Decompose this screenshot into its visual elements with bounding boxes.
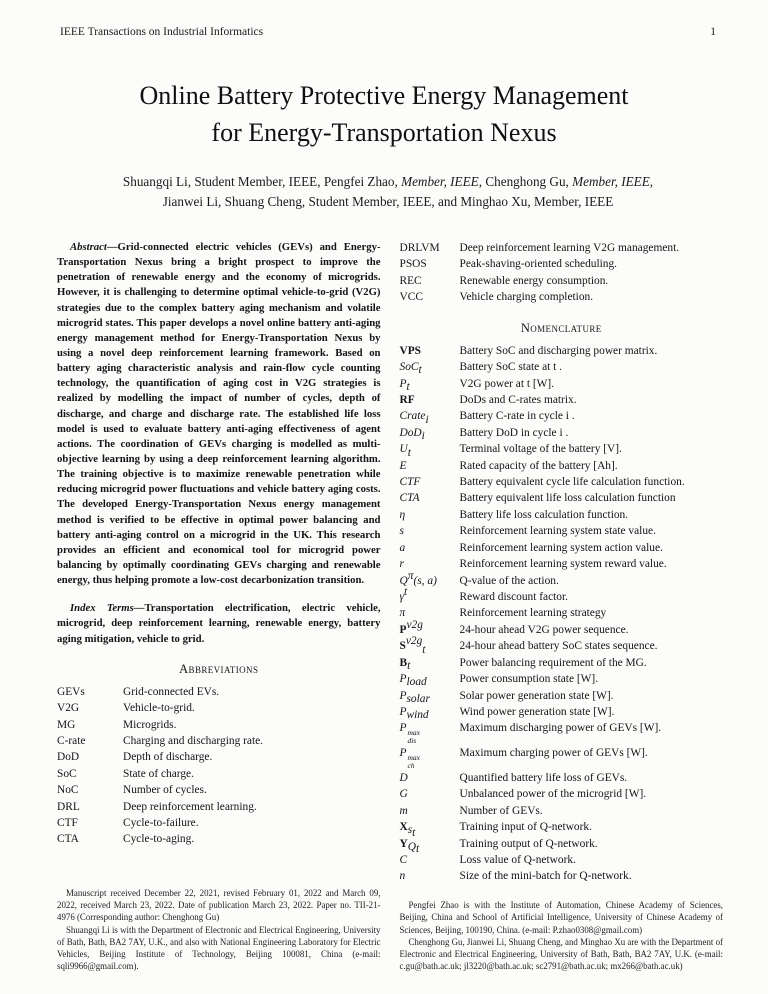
abbrev-row: C-rate Charging and discharging rate. — [57, 734, 264, 747]
abbrev-row: GEVs Grid-connected EVs. — [57, 685, 220, 698]
abstract-paragraph — [57, 240, 381, 588]
index-terms-paragraph — [57, 601, 381, 646]
nomenclature-row: C Loss value of Q-network. — [399, 854, 576, 866]
author-list — [60, 172, 716, 213]
abbrev-row: DoD Depth of discharge. — [57, 751, 213, 764]
body-columns — [57, 240, 723, 972]
footnotes-left — [57, 887, 381, 972]
nomenclature-row: $\gamma^t$ Reward discount factor. — [399, 586, 568, 604]
nomenclature-list — [400, 343, 724, 885]
nomenclature-row: $P^{v2g}$ 24-hour ahead V2G power sequence. — [399, 619, 629, 636]
abbrev-row: V2G Vehicle-to-grid. — [57, 702, 195, 715]
abbrev-row: CTA Cycle-to-aging. — [57, 833, 195, 846]
abbrev-row: DRL Deep reinforcement learning. — [57, 800, 257, 813]
footnotes-right — [400, 899, 724, 972]
paper-title-line-2: for Energy-Transportation Nexus — [211, 117, 557, 147]
abbrev-row: CTF Cycle-to-failure. — [57, 817, 199, 830]
abbrev-row: VCC Vehicle charging completion. — [399, 291, 594, 304]
nomenclature-row: DoD$_i$ Battery DoD in cycle i . — [399, 426, 569, 443]
abbreviations-list-right — [400, 240, 724, 306]
nomenclature-row: $B_t$ Power balancing requirement of the MG. — [399, 656, 647, 672]
paper-title — [0, 78, 768, 152]
left-column — [57, 240, 381, 972]
nomenclature-row: D Quantified battery life loss of GEVs. — [399, 771, 628, 784]
nomenclature-heading: Nomenclature — [520, 320, 602, 335]
abbrev-row: NoC Number of cycles. — [57, 784, 207, 797]
index-terms-label: Index Terms — [70, 602, 134, 615]
index-terms-text: —Transportation electrification, electric vehicle, microgrid, deep reinforcement learning, renewable energy, battery aging mitigation, vehicle to grid. — [57, 602, 381, 645]
nomenclature-row: G Unbalanced power of the microgrid [W]. — [399, 788, 647, 801]
nomenclature-row: $Y_{Q_t}$ Training output of Q-network. — [399, 837, 598, 856]
nomenclature-row: s Reinforcement learning system state value. — [399, 525, 656, 538]
paper-title-line-1: Online Battery Protective Energy Management — [139, 81, 629, 110]
abbreviations-heading: Abbreviations — [179, 661, 259, 676]
footnote-paragraph: Chenghong Gu, Jianwei Li, Shuang Cheng, and Minghao Xu are with the Department of Electronic and Electrical Engineering, University of Bath, Bath, BA2 7AY, U.K. (e-mail: c.gu@bath.ac.uk; jl3220@bath.ac.uk; sc2791@bath.ac.uk; mx266@bath.ac.uk) — [399, 936, 724, 971]
nomenclature-row: CTF Battery equivalent cycle life calculation function. — [399, 476, 685, 489]
nomenclature-row: $Q^\pi(s$, a) Q-value of the action. — [399, 569, 559, 587]
nomenclature-row: P max ch Maximum charging power of GEVs [W]. — [399, 747, 648, 771]
running-header — [60, 26, 716, 38]
nomenclature-row: VPS Battery SoC and discharging power matrix. — [399, 344, 658, 357]
abbrev-row: SoC State of charge. — [57, 767, 194, 780]
abbrev-row: REC Renewable energy consumption. — [399, 274, 609, 287]
abstract-text: —Grid-connected electric vehicles (GEVs) and Energy-Transportation Nexus bring a bright prospect to improve the penetration of renewable energy and the economy of microgrids. However, it is challenging to determine optimal vehicle-to-grid (V2G) strategies due to the complex battery aging mechanism and volatile microgrid states. This paper develops a novel online battery anti-aging energy management method for Energy-Transportation Nexus by using a novel deep reinforcement learning framework. Based on battery aging characteristic analysis and rain-flow cycle counting technology, the quantification of aging cost in V2G strategies is realized by modelling the impact of number of cycles, depth of discharge, and charge and discharge rate. The established life loss model is used to evaluate battery anti-aging effectiveness of agent actions. The coordination of GEVs charging is modelled as multi-objective learning by using a deep reinforcement learning algorithm. The training objective is to maximize renewable penetration while reducing microgrid power fluctuations and vehicle battery aging costs. The developed Energy-Transportation Nexus energy management method is verified to be effective in optimal power balancing and battery anti-aging control on a microgrid in the UK. This research provides an efficient and economical tool for microgrid power balancing by optimally coordinating GEVs charging and renewable energy, thus helping promote a low-cost decarbonization transition. — [57, 241, 381, 587]
footnote-block-left — [57, 887, 381, 972]
nomenclature-row: $S^{v2g}_t$ 24-hour ahead battery SoC states sequence. — [399, 635, 658, 656]
journal-name: IEEE Transactions on Industrial Informatics — [60, 26, 264, 38]
nomenclature-row: π Reinforcement learning strategy — [399, 607, 607, 620]
footnote-paragraph: Shuangqi Li is with the Department of Electronic and Electrical Engineering, University of Bath, Bath, BA2 7AY, U.K., and also with National Engineering Laboratory for Electric Vehicles, Beijing Institute of Technology, Beijing 100081, China (e-mail: sqli9966@gmail.com). — [57, 924, 381, 971]
abbrev-row: DRLVM Deep reinforcement learning V2G management. — [399, 242, 680, 254]
nomenclature-row: r Reinforcement learning system reward value. — [399, 558, 667, 571]
abstract-label: Abstract — [70, 241, 107, 253]
page-number: 1 — [710, 26, 716, 38]
nomenclature-row: E Rated capacity of the battery [Ah]. — [399, 459, 618, 472]
nomenclature-row: $P_{solar}$ Solar power generation state [W]. — [399, 689, 614, 705]
nomenclature-row: $P_t$ V2G power at t [W]. — [399, 377, 555, 393]
author-line-1: Shuangqi Li, Student Member, IEEE, Pengfei Zhao, Member, IEEE, Chenghong Gu, Member, IEEE, — [122, 174, 654, 189]
nomenclature-row: $U_t$ Terminal voltage of the battery [V]. — [399, 443, 622, 459]
nomenclature-row: a Reinforcement learning system action value. — [399, 541, 663, 554]
nomenclature-row: m Number of GEVs. — [399, 804, 543, 817]
nomenclature-row: RF DoDs and C-rates matrix. — [399, 393, 577, 406]
footnote-block-right — [400, 899, 724, 972]
abbrev-row: MG Microgrids. — [57, 718, 177, 731]
author-line-2: Jianwei Li, Shuang Cheng, Student Member, IEEE, and Minghao Xu, Member, IEEE — [162, 194, 614, 210]
nomenclature-row: P max dis Maximum discharging power of GEVs [W]. — [399, 722, 662, 746]
nomenclature-row: SoC$_t$ Battery SoC state at t . — [399, 361, 562, 377]
footnote-paragraph: Manuscript received December 22, 2021, revised February 01, 2022 and March 09, 2022, received March 23, 2022. Date of publication March 23, 2022. Paper no. TII-21-4976 (Corresponding author: Chenghong Gu) — [57, 888, 381, 923]
nomenclature-row: $P_{wind}$ Wind power generation state [W]. — [399, 705, 615, 722]
right-column — [400, 240, 724, 972]
nomenclature-row: $X_{s_t}$ Training input of Q-network. — [399, 821, 592, 840]
nomenclature-row: n Size of the mini-batch for Q-network. — [399, 870, 632, 883]
abbrev-row: PSOS Peak-shaving-oriented scheduling. — [399, 258, 618, 271]
nomenclature-row: Crate$_i$ Battery C-rate in cycle i . — [399, 410, 575, 426]
nomenclature-row: CTA Battery equivalent life loss calculation function — [399, 492, 676, 505]
footnote-paragraph: Pengfei Zhao is with the Institute of Automation, Chinese Academy of Sciences, Beijing, China and School of Artificial Intelligence, University of Chinese Academy of Sciences, Beijing, 100190, China. (e-mail: P.zhao0308@gmail.com) — [399, 900, 723, 935]
nomenclature-row: $P_{load}$ Power consumption state [W]. — [399, 673, 599, 689]
nomenclature-row: η Battery life loss calculation function. — [399, 508, 629, 521]
abbreviations-list-left — [57, 684, 381, 848]
